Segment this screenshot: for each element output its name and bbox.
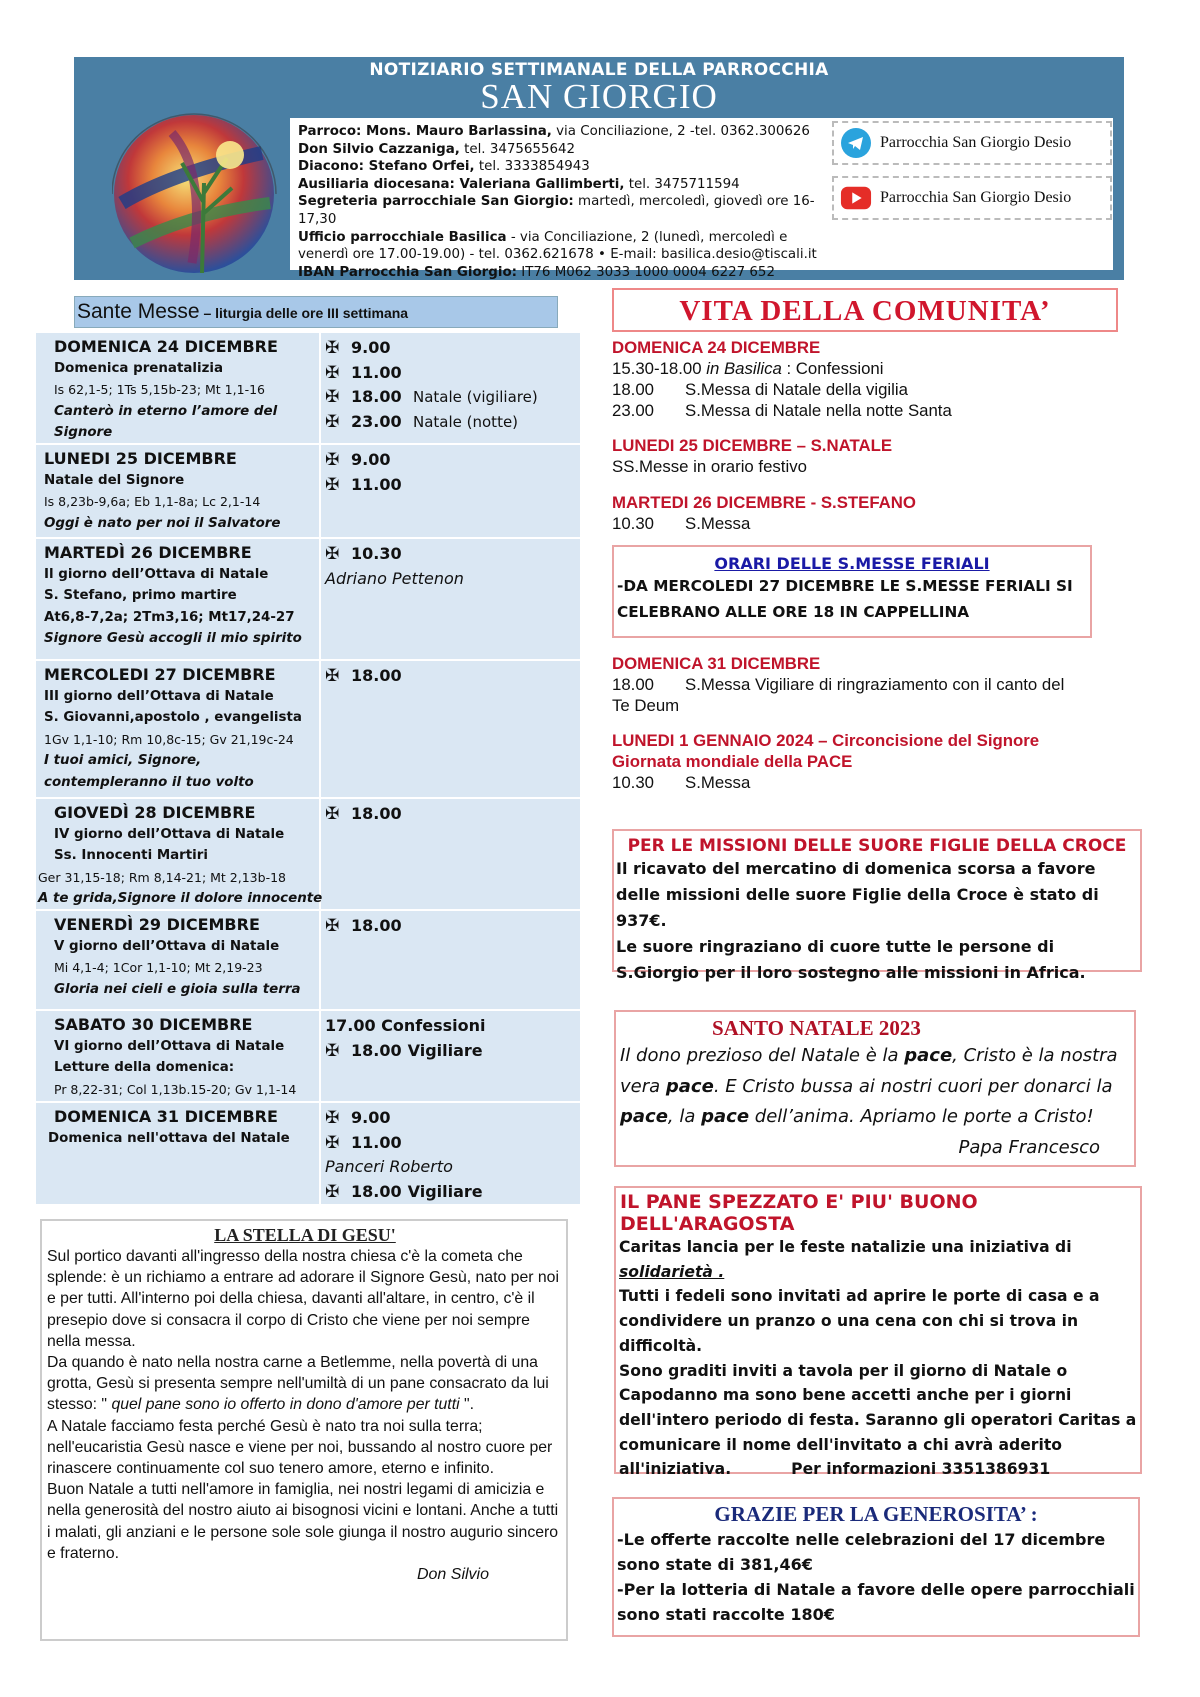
table-row: GIOVEDÌ 28 DICEMBRE IV giorno dell’Ottava di Natale Ss. Innocenti Martiri Ger 31,15-18; Rm 8,14-21; Mt 2,13b-18 A te grida,Signore il dolore innocente ✠ 18.00: [36, 799, 580, 911]
masses-table: [36, 333, 580, 1206]
cross-icon: ✠: [325, 411, 340, 432]
telegram-icon: [840, 127, 872, 159]
event-dec25: LUNEDI 25 DICEMBRE – S.NATALE SS.Messe in orario festivo: [612, 436, 893, 476]
cross-icon: ✠: [325, 804, 340, 824]
masses-title: Sante Messe – liturgia delle ore III settimana: [74, 296, 558, 328]
natale-quote: Il dono prezioso del Natale è la pace, Cristo è la nostra vera pace. E Cristo bussa ai nostri cuori per donarci la pace, la pace dell’anima. Apriamo le porte a Cristo! Papa Francesco: [620, 1041, 1130, 1133]
cross-icon: ✠: [325, 1040, 340, 1061]
contact-line: Ufficio parrocchiale Basilica - via Conciliazione, 2 (lunedì, mercoledì e venerdì ore 17.00-19.00) - tel. 0362.621678 • E-mail: basilica.desio@tiscali.it: [298, 229, 817, 263]
signature: Don Silvio: [416, 1566, 489, 1584]
table-row: SABATO 30 DICEMBRE VI giorno dell’Ottava di Natale Letture della domenica: Pr 8,22-31; Col 1,13b.15-20; Gv 1,1-14 17.00 Confessioni ✠ 18.00 Vigiliare: [36, 1011, 580, 1103]
youtube-label: Parrocchia San Giorgio Desio: [880, 189, 1072, 206]
missioni-title: PER LE MISSIONI DELLE SUORE FIGLIE DELLA CROCE: [627, 836, 1127, 856]
contact-line: Diacono: Stefano Orfei, tel. 3333854943: [298, 159, 590, 175]
paragraph: A Natale facciamo festa perché Gesù è nato tra noi sulla terra; nell'eucaristia Gesù nasce e viene per noi, bussando al nostro cuore per rinascere continuamente col suo tenero amore, eterno e infinito.: [47, 1417, 553, 1478]
orari-box: [612, 545, 1092, 638]
table-row: VENERDÌ 29 DICEMBRE V giorno dell’Ottava di Natale Mi 4,1-4; 1Cor 1,1-10; Mt 2,19-23 Gloria nei cieli e gioia sulla terra ✠ 18.00: [36, 911, 580, 1011]
telegram-label: Parrocchia San Giorgio Desio: [880, 134, 1072, 151]
telegram-link[interactable]: [832, 121, 1112, 165]
cross-icon: ✠: [325, 1132, 340, 1153]
stained-glass-logo: [112, 113, 277, 276]
cross-icon: ✠: [325, 1108, 340, 1128]
pane-box: IL PANE SPEZZATO E' PIU' BUONO DELL'ARAGOSTA Caritas lancia per le feste natalizie una iniziativa di solidarietà . Tutti i fedeli sono invitati ad aprire le porte di casa e a condividere un pranzo o una cena con chi si trova in difficoltà. Sono graditi inviti a tavola per il giorno di Natale o Capodanno ma sono bene accetti anche per i giorni dell'intero periodo di festa. Saranno gli operatori Caritas a comunicare il nome dell'invitato a chi avrà aderito all'iniziativa. Per informazioni 3351386931: [614, 1186, 1142, 1474]
header-title: [74, 57, 1124, 119]
contact-line: Don Silvio Cazzaniga, tel. 3475655642: [298, 141, 576, 157]
event-dec24: DOMENICA 24 DICEMBRE 15.30-18.00 in Basilica : Confessioni 18.00 S.Messa di Natale della vigilia 23.00 S.Messa di Natale nella notte Santa: [612, 338, 952, 420]
cross-icon: ✠: [325, 544, 340, 564]
cross-icon: ✠: [325, 1181, 340, 1202]
orari-text: -DA MERCOLEDI 27 DICEMBRE LE S.MESSE FERIALI SI CELEBRANO ALLE ORE 18 IN CAPPELLINA: [617, 577, 1073, 621]
parish-name: SAN GIORGIO: [480, 77, 718, 116]
table-row: LUNEDI 25 DICEMBRE Natale del Signore Is 8,23b-9,6a; Eb 1,1-8a; Lc 2,1-14 Oggi è nato per noi il Salvatore ✠ 9.00 ✠ 11.00: [36, 445, 580, 539]
cross-icon: ✠: [325, 338, 340, 358]
natale-author: Papa Francesco: [958, 1136, 1100, 1158]
cross-icon: ✠: [325, 450, 340, 470]
paragraph: Buon Natale a tutti nell'amore in famiglia, nei nostri legami di amicizia e nella generosità del nostro aiuto ai bisognosi vicini e lontani. Anche a tutti i malati, gli anziani e le persone sole sole giunga il nostro augurio sincero e fraterno.: [47, 1481, 559, 1562]
event-dec26: MARTEDI 26 DICEMBRE - S.STEFANO 10.30 S.Messa: [612, 493, 916, 533]
cross-icon: ✠: [325, 387, 340, 407]
youtube-link[interactable]: [832, 176, 1112, 220]
contact-line: Parroco: Mons. Mauro Barlassina, via Conciliazione, 2 -tel. 0362.300626: [298, 124, 810, 139]
newsletter-title: NOTIZIARIO SETTIMANALE DELLA PARROCCHIA: [369, 60, 829, 80]
stella-title: LA STELLA DI GESU': [214, 1225, 396, 1245]
missioni-box: PER LE MISSIONI DELLE SUORE FIGLIE DELLA CROCE Il ricavato del mercatino di domenica scorsa a favore delle missioni delle suore Figlie della Croce è stato di 937€. Le suore ringraziano di cuore tutte le persone di S.Giorgio per il loro sostegno alle missioni in Africa.: [612, 829, 1142, 972]
contact-line: Segreteria parrocchiale San Giorgio: martedì, mercoledì, giovedì ore 16-17,30: [298, 194, 815, 227]
orari-title: ORARI DELLE S.MESSE FERIALI: [714, 554, 990, 573]
cross-icon: ✠: [325, 666, 340, 686]
stella-article: [40, 1219, 568, 1641]
contacts-list: [298, 123, 818, 281]
natale-box: [614, 1010, 1136, 1167]
contact-line: IBAN Parrocchia San Giorgio: IT76 M062 3033 1000 0004 6227 652: [298, 264, 775, 280]
youtube-icon: [840, 182, 872, 214]
natale-title: SANTO NATALE 2023: [712, 1016, 921, 1040]
table-row: DOMENICA 24 DICEMBRE Domenica prenatalizia Is 62,1-5; 1Ts 5,15b-23; Mt 1,1-16 Canterò in eterno l’amore del Signore ✠ 9.00 ✠ 11.00 ✠ 18.00 Natale (vigiliare) ✠ 23.00 Natale (notte): [36, 333, 580, 445]
cross-icon: ✠: [325, 916, 340, 936]
pane-title: IL PANE SPEZZATO E' PIU' BUONO DELL'ARAGOSTA: [620, 1191, 978, 1235]
table-row: MARTEDÌ 26 DICEMBRE Il giorno dell’Ottava di Natale S. Stefano, primo martire At6,8-7,2a; 2Tm3,16; Mt17,24-27 Signore Gesù accogli il mio spirito ✠ 10.30 Adriano Pettenon: [36, 539, 580, 661]
event-dec31: DOMENICA 31 DICEMBRE 18.00 S.Messa Vigiliare di ringraziamento con il canto del Te Deum: [612, 654, 1065, 715]
contact-line: Ausiliaria diocesana: Valeriana Gallimberti, tel. 3475711594: [298, 176, 740, 192]
grazie-title: GRAZIE PER LA GENEROSITA’ :: [714, 1502, 1038, 1526]
cross-icon: ✠: [325, 362, 340, 383]
paragraph: Da quando è nato nella nostra carne a Betlemme, nella povertà di una grotta, Gesù si presenta sempre nell'umiltà di un pane consacrato da lui stesso: " quel pane sono io offerto in dono d'amore per tutti ".: [47, 1354, 549, 1414]
grazie-box: GRAZIE PER LA GENEROSITA’ : -Le offerte raccolte nelle celebrazioni del 17 dicembre sono state di 381,46€ -Per la lotteria di Natale a favore delle opere parrocchiali sono stati raccolte 180€: [612, 1497, 1140, 1637]
cross-icon: ✠: [325, 474, 340, 495]
table-row: DOMENICA 31 DICEMBRE Domenica nell'ottava del Natale ✠ 9.00 ✠ 11.00 Panceri Roberto ✠ 18.00 Vigiliare: [36, 1103, 580, 1206]
vita-title: VITA DELLA COMUNITA’: [612, 288, 1118, 332]
paragraph: Sul portico davanti all'ingresso della nostra chiesa c'è la cometa che splende: è un richiamo a entrare ad adorare il Signore Gesù, nato per noi e per tutti. All'interno poi della chiesa, davanti all'altare, in centro, c'è il presepio dove si consacra il corpo di Cristo che viene per noi sempre nella messa.: [47, 1248, 559, 1350]
table-row: MERCOLEDI 27 DICEMBRE III giorno dell’Ottava di Natale S. Giovanni,apostolo , evangelista 1Gv 1,1-10; Rm 10,8c-15; Gv 21,19c-24 I tuoi amici, Signore, contempleranno il tuo volto ✠ 18.00: [36, 661, 580, 799]
event-jan1: LUNEDI 1 GENNAIO 2024 – Circoncisione del Signore Giornata mondiale della PACE 10.30 S.Messa: [612, 731, 1040, 792]
